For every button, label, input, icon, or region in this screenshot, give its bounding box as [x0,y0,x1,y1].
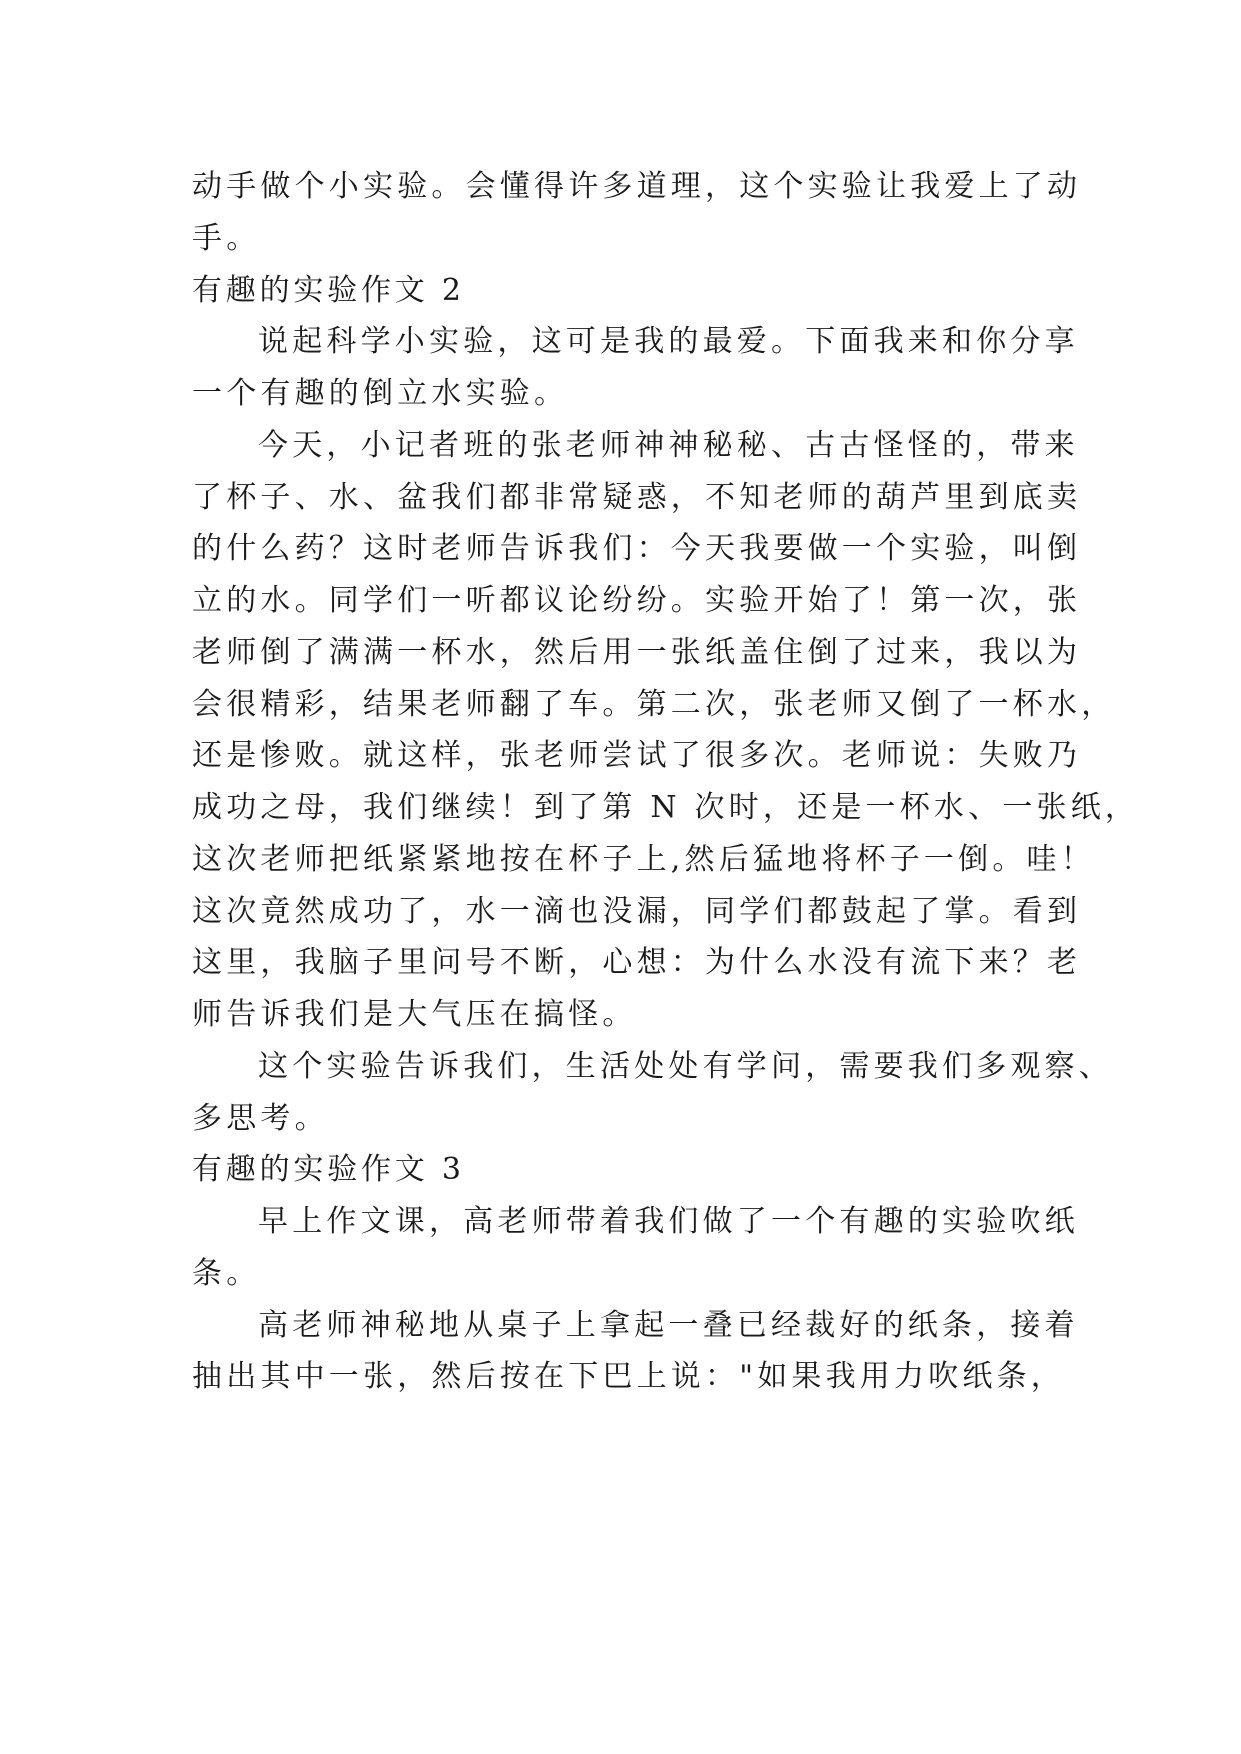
section-heading: 有趣的实验作文 3 [192,1152,465,1188]
paragraph-line: 还是惨败。就这样，张老师尝试了很多次。老师说：失败乃 [192,738,1082,774]
section-heading: 有趣的实验作文 2 [192,272,465,308]
paragraph-line: 条。 [192,1255,261,1291]
paragraph-line: 多思考。 [192,1100,329,1136]
paragraph-line: 这里，我脑子里问号不断，心想：为什么水没有流下来？老 [192,945,1082,981]
paragraph-line: 这个实验告诉我们，生活处处有学问，需要我们多观察、 [258,1048,1113,1084]
paragraph-line: 立的水。同学们一听都议论纷纷。实验开始了！第一次，张 [192,583,1082,618]
paragraph-line: 会很精彩，结果老师翻了车。第二次，张老师又倒了一杯水， [192,686,1116,722]
paragraph-line: 抽出其中一张，然后按在下巴上说："如果我用力吹纸条， [192,1359,1065,1395]
paragraph-line: 一个有趣的倒立水实验。 [192,376,569,411]
paragraph-line: 师告诉我们是大气压在搞怪。 [192,997,637,1032]
paragraph-line: 成功之母，我们继续！到了第 N 次时，还是一杯水、一张纸， [192,790,1140,825]
paragraph-line: 这次老师把纸紧紧地按在杯子上,然后猛地将杯子一倒。哇！ [192,841,1095,877]
paragraph-line: 手。 [192,220,261,256]
paragraph-line: 说起科学小实验，这可是我的最爱。下面我来和你分享 [258,324,1079,360]
paragraph-line: 早上作文课，高老师带着我们做了一个有趣的实验吹纸 [258,1204,1079,1239]
paragraph-line: 动手做个小实验。会懂得许多道理，这个实验让我爱上了动 [192,169,1082,204]
paragraph-line: 这次竟然成功了，水一滴也没漏，同学们都鼓起了掌。看到 [192,893,1082,929]
paragraph-line: 高老师神秘地从桌子上拿起一叠已经裁好的纸条，接着 [258,1307,1079,1343]
paragraph-line: 今天，小记者班的张老师神神秘秘、古古怪怪的，带来 [258,427,1079,463]
paragraph-line: 的什么药？这时老师告诉我们：今天我要做一个实验，叫倒 [192,531,1082,567]
paragraph-line: 老师倒了满满一杯水，然后用一张纸盖住倒了过来，我以为 [192,634,1082,670]
paragraph-line: 了杯子、水、盆我们都非常疑惑，不知老师的葫芦里到底卖 [192,479,1082,515]
document-body [192,161,1140,1403]
